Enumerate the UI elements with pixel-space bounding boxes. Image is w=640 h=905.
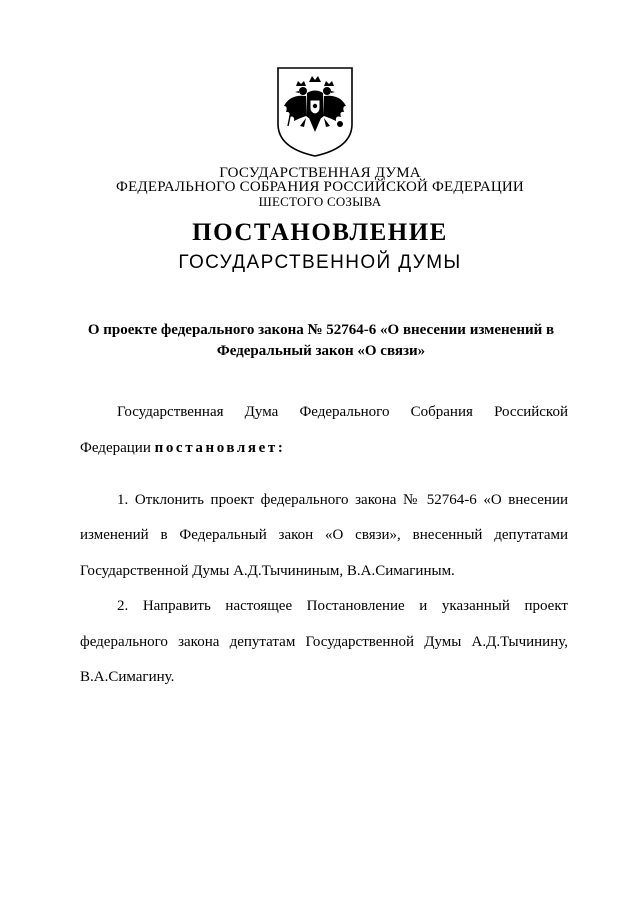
item-2-line-3: В.А.Симагину.: [80, 669, 175, 685]
preamble-text: Федерации: [80, 440, 155, 456]
item-2-line-1: 2. Направить настоящее Постановление и указанный проект: [117, 598, 568, 614]
org-name-line-2: ФЕДЕРАЛЬНОГО СОБРАНИЯ РОССИЙСКОЙ ФЕДЕРАЦИИ: [116, 179, 524, 195]
preamble-line-2: [80, 440, 285, 457]
item-1-line-3: Государственной Думы А.Д.Тычининым, В.А.Симагиным.: [80, 563, 455, 579]
convocation-line: ШЕСТОГО СОЗЫВА: [258, 194, 382, 209]
item-2-line-2: федерального закона депутатам Государственной Думы А.Д.Тычинину,: [80, 634, 568, 650]
subject-line-1: О проекте федерального закона № 52764-6 «О внесении изменений в: [87, 322, 555, 338]
document-title: ПОСТАНОВЛЕНИЕ: [192, 219, 448, 246]
preamble-line-1: Государственная Дума Федерального Собрания Российской: [117, 404, 568, 420]
item-1-line-2: изменений в Федеральный закон «О связи», внесенный депутатами: [80, 527, 568, 543]
org-name-line-1: ГОСУДАРСТВЕННАЯ ДУМА: [219, 165, 421, 181]
document-subtitle: ГОСУДАРСТВЕННОЙ ДУМЫ: [178, 252, 462, 273]
subject-line-2: Федеральный закон «О связи»: [216, 343, 426, 359]
item-1-line-1: 1. Отклонить проект федерального закона № 52764-6 «О внесении: [117, 492, 568, 508]
resolution-verb: постановляет:: [154, 440, 286, 456]
russian-coat-of-arms-icon: [276, 66, 354, 158]
